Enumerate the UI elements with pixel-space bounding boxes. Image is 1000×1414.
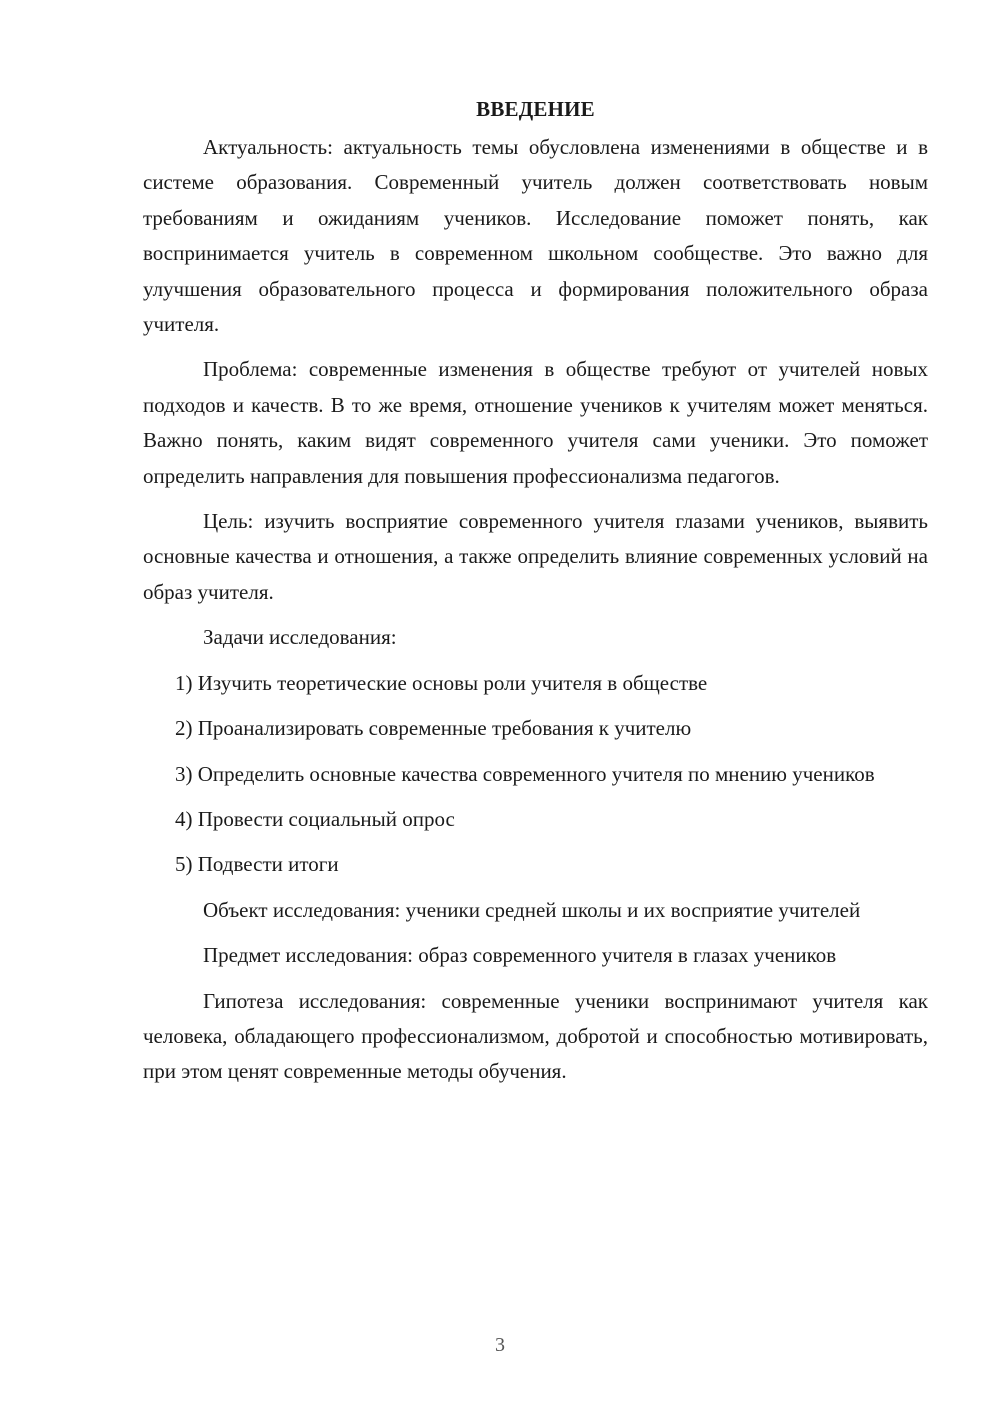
task-item-4: 4) Провести социальный опрос <box>175 806 455 831</box>
page-number: 3 <box>495 1334 505 1356</box>
paragraph-problem: Проблема: современные изменения в обществе требуют от учителей новых подходов и качеств. В то же время, отношение учеников к учителям может меняться. Важно понять, каким видят современного учителя сами ученики. Это поможет определить направления для повышения профессионализма педагогов. <box>143 357 928 488</box>
task-item-2: 2) Проанализировать современные требования к учителю <box>175 716 692 741</box>
document-title: ВВЕДЕНИЕ <box>476 97 595 121</box>
paragraph-subject: Предмет исследования: образ современного учителя в глазах учеников <box>203 943 837 968</box>
task-item-5: 5) Подвести итоги <box>175 852 339 877</box>
paragraph-hypothesis: Гипотеза исследования: современные ученики воспринимают учителя как человека, обладающего профессионализмом, добротой и способностью мотивировать, при этом ценят современные методы обучения. <box>143 988 928 1084</box>
task-item-3: 3) Определить основные качества современного учителя по мнению учеников <box>175 761 875 786</box>
paragraph-object: Объект исследования: ученики средней школы и их восприятие учителей <box>203 897 861 922</box>
tasks-heading: Задачи исследования: <box>203 625 397 650</box>
paragraph-relevance: Актуальность: актуальность темы обусловлена изменениями в обществе и в системе образования. Современный учитель должен соответствовать новым требованиям и ожиданиям учеников. Исследование поможет понять, как воспринимается учитель в современном школьном сообществе. Это важно для улучшения образовательного процесса и формирования положительного образа учителя. <box>143 135 928 337</box>
task-item-1: 1) Изучить теоретические основы роли учителя в обществе <box>175 670 708 695</box>
document-page <box>143 94 928 1090</box>
paragraph-goal: Цель: изучить восприятие современного учителя глазами учеников, выявить основные качества и отношения, а также определить влияние современных условий на образ учителя. <box>143 509 928 604</box>
